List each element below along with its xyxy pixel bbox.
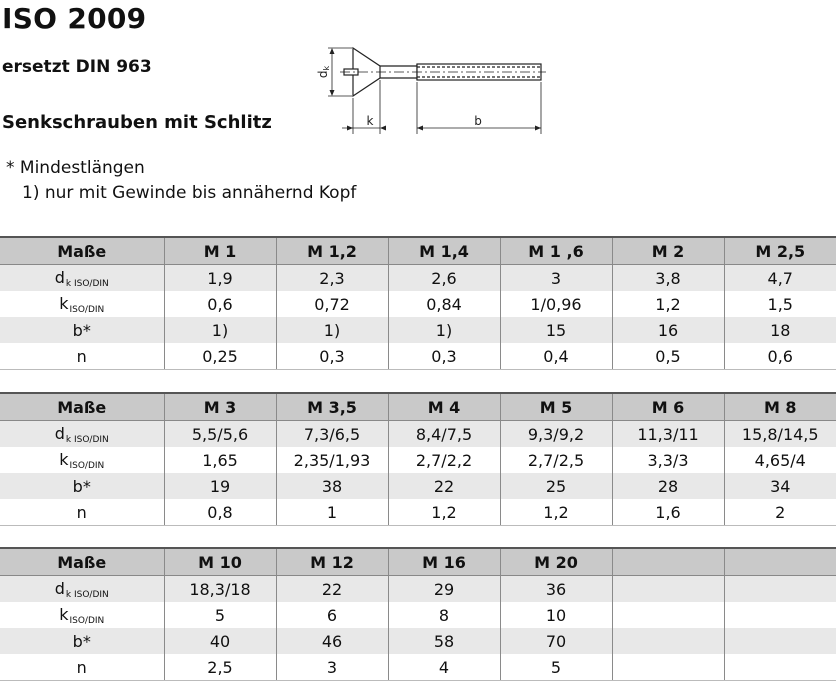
table-cell: 8,4/7,5 bbox=[388, 421, 500, 448]
table-cell: 36 bbox=[500, 576, 612, 603]
header-size: M 1 ,6 bbox=[500, 237, 612, 265]
header-size: M 1 bbox=[164, 237, 276, 265]
table-cell: 3,3/3 bbox=[612, 447, 724, 473]
table-cell bbox=[612, 576, 724, 603]
table-cell: 25 bbox=[500, 473, 612, 499]
header-masse: Maße bbox=[0, 393, 164, 421]
table-cell: 40 bbox=[164, 628, 276, 654]
row-label-k: $k_{ISO/DIN}$ bbox=[59, 293, 105, 315]
table-cell: 1,65 bbox=[164, 447, 276, 473]
row-label-k: $k_{ISO/DIN}$ bbox=[59, 604, 105, 626]
table-cell: 58 bbox=[388, 628, 500, 654]
table-row-dk bbox=[0, 421, 836, 448]
table-row-n bbox=[0, 343, 836, 370]
screw-drawing bbox=[300, 42, 550, 136]
table-cell: 2,35/1,93 bbox=[276, 447, 388, 473]
table-cell: 0,4 bbox=[500, 343, 612, 370]
row-label-n: n bbox=[0, 499, 164, 526]
table-row-k bbox=[0, 602, 836, 628]
table-cell: 15 bbox=[500, 317, 612, 343]
table-cell: 1,6 bbox=[612, 499, 724, 526]
table-cell: 70 bbox=[500, 628, 612, 654]
header-size: M 3 bbox=[164, 393, 276, 421]
row-label-n: n bbox=[0, 343, 164, 370]
table-header-row bbox=[0, 548, 836, 576]
table-cell: 0,6 bbox=[724, 343, 836, 370]
table-row-n bbox=[0, 654, 836, 681]
table-row-dk bbox=[0, 576, 836, 603]
header-size: M 3,5 bbox=[276, 393, 388, 421]
header-size: M 6 bbox=[612, 393, 724, 421]
table-cell bbox=[724, 602, 836, 628]
dimension-label-dk: d bbox=[316, 70, 330, 79]
table-cell bbox=[612, 628, 724, 654]
table-cell bbox=[724, 576, 836, 603]
table-cell: 0,72 bbox=[276, 291, 388, 317]
table-cell: 1,2 bbox=[388, 499, 500, 526]
table-cell: 1,9 bbox=[164, 265, 276, 292]
header-size bbox=[612, 548, 724, 576]
table-cell: 0,25 bbox=[164, 343, 276, 370]
note-gewinde: 1) nur mit Gewinde bis annähernd Kopf bbox=[22, 183, 357, 203]
header-size: M 10 bbox=[164, 548, 276, 576]
table-row-b bbox=[0, 628, 836, 654]
table-cell: 2,5 bbox=[164, 654, 276, 681]
table-cell: 1,5 bbox=[724, 291, 836, 317]
header-masse: Maße bbox=[0, 237, 164, 265]
dimension-table-3 bbox=[0, 547, 836, 681]
table-cell: 2 bbox=[724, 499, 836, 526]
table-cell: 38 bbox=[276, 473, 388, 499]
table-cell: 8 bbox=[388, 602, 500, 628]
table-cell: 2,7/2,5 bbox=[500, 447, 612, 473]
table-cell: 0,6 bbox=[164, 291, 276, 317]
table-cell: 18 bbox=[724, 317, 836, 343]
header-size bbox=[724, 548, 836, 576]
table-header-row bbox=[0, 237, 836, 265]
table-cell: 2,6 bbox=[388, 265, 500, 292]
row-label-k: $k_{ISO/DIN}$ bbox=[59, 449, 105, 471]
row-label-b: b* bbox=[72, 631, 91, 651]
table-cell: 2,7/2,2 bbox=[388, 447, 500, 473]
svg-text:dk bbox=[316, 66, 331, 79]
table-row-n bbox=[0, 499, 836, 526]
table-cell: 6 bbox=[276, 602, 388, 628]
table-cell: 7,3/6,5 bbox=[276, 421, 388, 448]
table-cell: 1/0,96 bbox=[500, 291, 612, 317]
table-cell: 1,2 bbox=[500, 499, 612, 526]
table-row-k bbox=[0, 291, 836, 317]
header-size: M 4 bbox=[388, 393, 500, 421]
table-cell: 29 bbox=[388, 576, 500, 603]
table-cell: 3,8 bbox=[612, 265, 724, 292]
row-label-dk: $d_{k ISO/DIN}$ bbox=[54, 423, 109, 445]
table-cell: 22 bbox=[276, 576, 388, 603]
dimension-table-1 bbox=[0, 236, 836, 370]
table-cell: 18,3/18 bbox=[164, 576, 276, 603]
row-label-b: b* bbox=[72, 320, 91, 340]
table-cell: 34 bbox=[724, 473, 836, 499]
dimension-label-dk-sub: k bbox=[322, 65, 331, 71]
table-cell bbox=[612, 654, 724, 681]
table-cell: 1,2 bbox=[612, 291, 724, 317]
header-size: M 5 bbox=[500, 393, 612, 421]
row-label-n: n bbox=[0, 654, 164, 681]
header-size: M 2 bbox=[612, 237, 724, 265]
header-size: M 8 bbox=[724, 393, 836, 421]
header-size: M 2,5 bbox=[724, 237, 836, 265]
table-cell: 0,8 bbox=[164, 499, 276, 526]
table-cell: 9,3/9,2 bbox=[500, 421, 612, 448]
table-cell: 5,5/5,6 bbox=[164, 421, 276, 448]
table-cell: 3 bbox=[276, 654, 388, 681]
table-cell: 0,84 bbox=[388, 291, 500, 317]
table-row-dk bbox=[0, 265, 836, 292]
header-size: M 1,2 bbox=[276, 237, 388, 265]
header-size: M 20 bbox=[500, 548, 612, 576]
header-size: M 12 bbox=[276, 548, 388, 576]
table-cell: 4,65/4 bbox=[724, 447, 836, 473]
row-label-b: b* bbox=[72, 476, 91, 496]
table-cell: 1) bbox=[276, 317, 388, 343]
table-cell: 5 bbox=[500, 654, 612, 681]
table-cell bbox=[724, 654, 836, 681]
table-header-row bbox=[0, 393, 836, 421]
header-size: M 1,4 bbox=[388, 237, 500, 265]
table-cell: 15,8/14,5 bbox=[724, 421, 836, 448]
page-subtitle: ersetzt DIN 963 bbox=[2, 57, 152, 77]
table-row-b bbox=[0, 473, 836, 499]
table-cell: 46 bbox=[276, 628, 388, 654]
table-cell: 0,5 bbox=[612, 343, 724, 370]
table-row-b bbox=[0, 317, 836, 343]
dimension-table-2 bbox=[0, 392, 836, 526]
table-cell: 0,3 bbox=[276, 343, 388, 370]
header-size: M 16 bbox=[388, 548, 500, 576]
table-cell: 10 bbox=[500, 602, 612, 628]
table-cell: 11,3/11 bbox=[612, 421, 724, 448]
table-cell bbox=[612, 602, 724, 628]
dimension-label-b: b bbox=[474, 114, 482, 128]
table-cell: 1) bbox=[164, 317, 276, 343]
table-cell: 1 bbox=[276, 499, 388, 526]
table-cell: 5 bbox=[164, 602, 276, 628]
note-mindestlaengen: * Mindestlängen bbox=[6, 158, 145, 178]
page-title: ISO 2009 bbox=[2, 2, 147, 35]
dimension-label-k: k bbox=[366, 114, 374, 128]
table-cell: 19 bbox=[164, 473, 276, 499]
row-label-dk: $d_{k ISO/DIN}$ bbox=[54, 578, 109, 600]
table-cell: 1) bbox=[388, 317, 500, 343]
product-heading: Senkschrauben mit Schlitz bbox=[2, 112, 272, 133]
table-cell: 4 bbox=[388, 654, 500, 681]
row-label-dk: $d_{k ISO/DIN}$ bbox=[54, 267, 109, 289]
table-cell: 16 bbox=[612, 317, 724, 343]
table-cell: 4,7 bbox=[724, 265, 836, 292]
table-cell: 28 bbox=[612, 473, 724, 499]
table-cell bbox=[724, 628, 836, 654]
table-cell: 22 bbox=[388, 473, 500, 499]
header-masse: Maße bbox=[0, 548, 164, 576]
table-cell: 0,3 bbox=[388, 343, 500, 370]
table-cell: 2,3 bbox=[276, 265, 388, 292]
table-row-k bbox=[0, 447, 836, 473]
table-cell: 3 bbox=[500, 265, 612, 292]
